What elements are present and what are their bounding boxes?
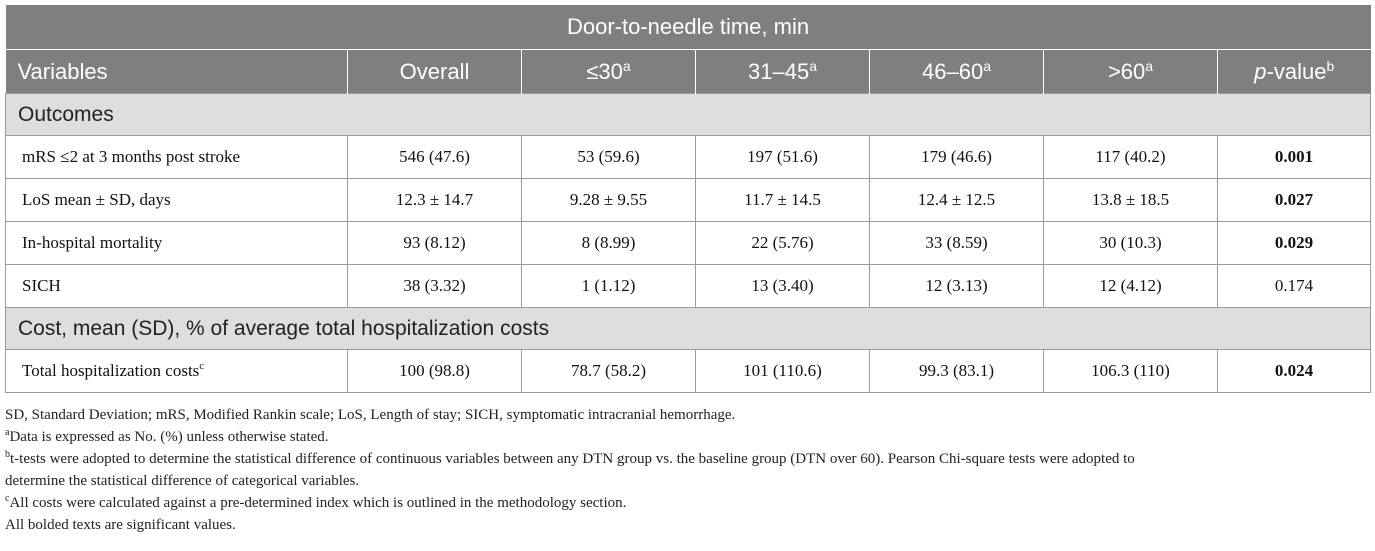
dtn-outcomes-table	[5, 5, 1371, 393]
row-label: LoS mean ± SD, days	[6, 179, 348, 222]
table-cell: 1 (1.12)	[522, 265, 696, 308]
spanning-header: Door-to-needle time, min	[6, 5, 1371, 50]
table-cell: 12 (3.13)	[870, 265, 1044, 308]
column-header-label: Overall	[399, 58, 470, 84]
table-cell: 38 (3.32)	[348, 265, 522, 308]
footnote-mark: a	[622, 57, 631, 74]
table-cell: 8 (8.99)	[522, 222, 696, 265]
column-header-overall	[348, 50, 522, 94]
section-header-row	[6, 308, 1371, 350]
column-header-le30	[522, 50, 696, 94]
table-row	[6, 222, 1371, 265]
data-table-container	[5, 5, 1370, 393]
footnote-text: All costs were calculated against a pre-determined index which is outlined in the methodology section.	[9, 495, 627, 511]
table-cell: 99.3 (83.1)	[870, 350, 1044, 393]
footnote-mark: c	[199, 360, 205, 372]
footnote-abbreviations: SD, Standard Deviation; mRS, Modified Rankin scale; LoS, Length of stay; SICH, symptomatic intracranial hemorrhage.	[5, 407, 736, 423]
table-cell: 106.3 (110)	[1044, 350, 1218, 393]
column-header-31-45	[696, 50, 870, 94]
table-cell: 13 (3.40)	[696, 265, 870, 308]
row-label-cell	[6, 350, 348, 393]
column-header-label: >60	[1107, 58, 1146, 84]
p-value-cell: 0.174	[1218, 265, 1371, 308]
column-header-p-value	[1218, 50, 1371, 94]
column-header-gt60	[1044, 50, 1218, 94]
column-header-label: Variables	[17, 58, 108, 84]
table-cell: 101 (110.6)	[696, 350, 870, 393]
table-cell: 12.3 ± 14.7	[348, 179, 522, 222]
footnote-bold-note: All bolded texts are significant values.	[5, 517, 236, 533]
footnote-b-continued: determine the statistical difference of categorical variables.	[5, 473, 360, 489]
table-cell: 22 (5.76)	[696, 222, 870, 265]
section-header-row	[6, 94, 1371, 136]
column-header-label-italic: p	[1254, 58, 1267, 84]
row-label: In-hospital mortality	[6, 222, 348, 265]
footnote-mark: b	[1326, 57, 1335, 74]
spanning-header-row	[6, 5, 1371, 50]
row-label: SICH	[6, 265, 348, 308]
column-header-row	[6, 50, 1371, 94]
table-cell: 117 (40.2)	[1044, 136, 1218, 179]
table-cell: 197 (51.6)	[696, 136, 870, 179]
column-header-label: -value	[1266, 58, 1327, 84]
column-header-46-60	[870, 50, 1044, 94]
table-footnotes	[5, 404, 1370, 536]
table-cell: 100 (98.8)	[348, 350, 522, 393]
footnote-mark: c	[5, 493, 10, 504]
table-row	[6, 350, 1371, 393]
footnote-mark: a	[1145, 57, 1154, 74]
table-cell: 33 (8.59)	[870, 222, 1044, 265]
table-cell: 179 (46.6)	[870, 136, 1044, 179]
table-cell: 11.7 ± 14.5	[696, 179, 870, 222]
table-cell: 13.8 ± 18.5	[1044, 179, 1218, 222]
footnote-mark: a	[5, 427, 10, 438]
table-cell: 12 (4.12)	[1044, 265, 1218, 308]
table-cell: 30 (10.3)	[1044, 222, 1218, 265]
column-header-label: 46–60	[922, 58, 984, 84]
footnote-c	[5, 492, 1370, 514]
table-cell: 93 (8.12)	[348, 222, 522, 265]
footnote-mark: a	[983, 57, 991, 74]
column-header-label: ≤30	[586, 58, 623, 84]
table-cell: 546 (47.6)	[348, 136, 522, 179]
table-cell: 78.7 (58.2)	[522, 350, 696, 393]
row-label: mRS ≤2 at 3 months post stroke	[6, 136, 348, 179]
table-row	[6, 136, 1371, 179]
table-cell: 53 (59.6)	[522, 136, 696, 179]
p-value-cell: 0.024	[1218, 350, 1371, 393]
footnote-mark: b	[5, 449, 10, 460]
table-cell: 12.4 ± 12.5	[870, 179, 1044, 222]
p-value-cell: 0.027	[1218, 179, 1371, 222]
section-title: Outcomes	[6, 94, 1371, 136]
table-cell: 9.28 ± 9.55	[522, 179, 696, 222]
row-label: Total hospitalization costs	[22, 361, 200, 380]
table-row	[6, 265, 1371, 308]
table-row	[6, 179, 1371, 222]
section-title: Cost, mean (SD), % of average total hospitalization costs	[6, 308, 1371, 350]
column-header-variables	[6, 50, 348, 94]
footnote-text: Data is expressed as No. (%) unless otherwise stated.	[9, 429, 329, 445]
footnote-b	[5, 448, 1370, 470]
column-header-label: 31–45	[748, 58, 810, 84]
p-value-cell: 0.001	[1218, 136, 1371, 179]
p-value-cell: 0.029	[1218, 222, 1371, 265]
footnote-a	[5, 426, 1370, 448]
footnote-text: t-tests were adopted to determine the statistical difference of continuous variables between any DTN group vs. the baseline group (DTN over 60). Pearson Chi-square tests were adopted to	[10, 451, 1135, 467]
footnote-mark: a	[809, 57, 817, 74]
